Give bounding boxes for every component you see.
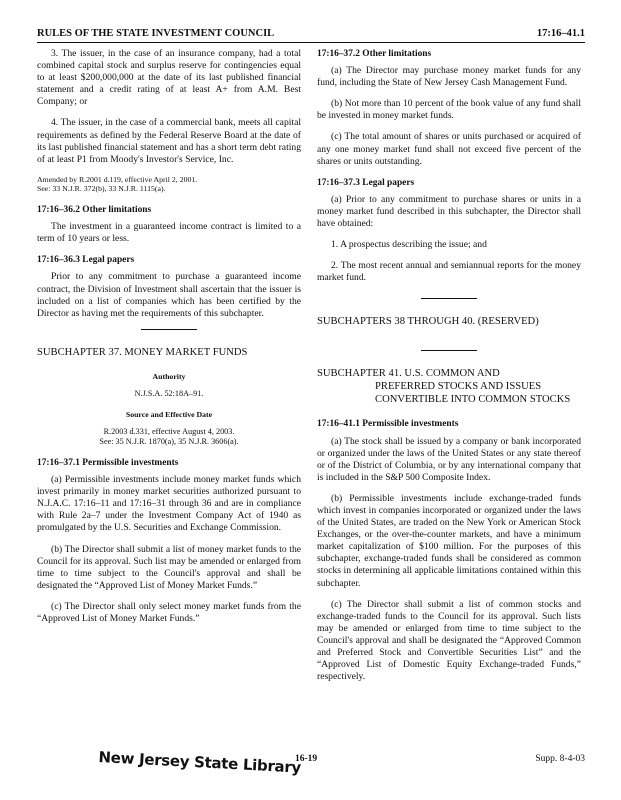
running-header [37, 28, 585, 42]
amendment-line-1: Amended by R.2001 d.119, effective April 2, 2001. [37, 174, 198, 184]
paragraph-item-3: 3. The issuer, in the case of an insurance company, had a total combined capital stock and surplus reserve for contingencies equal to at least $200,000,000 at the date of its last published financial statement and a credit rating of at least A+ from A.M. Best Company; or [37, 48, 301, 108]
section-text-36-3: Prior to any commitment to purchase a guaranteed income contract, the Division of Investment shall ascertain that the issuer is included on a list of companies which has been certified by the Director as having met the requirements of this subchapter. [37, 271, 301, 319]
section-heading-41-1: 17:16–41.1 Permissible investments [317, 419, 459, 430]
header-section-number: 17:16–41.1 [536, 28, 585, 39]
section-37-1-c: (c) The Director shall only select money market funds from the “Approved List of Money Market Funds.” [37, 600, 301, 624]
section-divider [141, 329, 197, 330]
section-37-1-a: (a) Permissible investments include money market funds which invest primarily in money market securities authorized pursuant to N.J.A.C. 17:16–11 and 17:16–31 through 36 and are in compliance with Rule 2a–7 under the Investment Company Act of 1940 as promulgated by the U.S. Securities and Exchange Commission. [37, 474, 301, 534]
section-heading-37-3: 17:16–37.3 Legal papers [317, 177, 415, 188]
subchapter-41-heading [317, 367, 581, 406]
section-37-3-a: (a) Prior to any commitment to purchase shares or units in a money market fund described in this subchapter, the Director shall have obtained: [317, 193, 581, 230]
subchapter-41-line-1: SUBCHAPTER 41. U.S. COMMON AND [317, 368, 500, 380]
header-title: RULES OF THE STATE INVESTMENT COUNCIL [37, 28, 275, 39]
page-footer [37, 748, 585, 778]
supplement-date: Supp. 8-4-03 [535, 754, 585, 764]
section-37-3-item-1: 1. A prospectus describing the issue; and [331, 239, 487, 251]
source-text [37, 427, 301, 447]
section-37-2-a: (a) The Director may purchase money market funds for any fund, including the State of New Jersey Cash Management Fund. [317, 65, 581, 89]
section-heading-36-2: 17:16–36.2 Other limitations [37, 205, 152, 216]
source-heading: Source and Effective Date [125, 409, 213, 419]
page-number: 16-19 [295, 754, 318, 764]
subchapter-37-heading: SUBCHAPTER 37. MONEY MARKET FUNDS [37, 346, 248, 358]
section-41-1-c: (c) The Director shall submit a list of common stocks and exchange-traded funds to the Council for its approval. Such lists may be amended or enlarged from time to time subject to the Council's approval and shall be designated the “Approved Common and Preferred Stock and Convertible Securities List” and the “Approved List of Domestic Equity Exchange-traded Funds,” respectively. [317, 598, 581, 683]
section-text-36-2: The investment in a guaranteed income contract is limited to a term of 10 years or less. [37, 221, 301, 245]
subchapter-41-line-2: PREFERRED STOCKS AND ISSUES [375, 381, 542, 393]
paragraph-item-4: 4. The issuer, in the case of a commercial bank, meets all capital requirements as defined by the Federal Reserve Board at the date of its last published financial statement and has a short term debt rating of at least P1 from Moody's Investor's Service, Inc. [37, 117, 301, 165]
amendment-note [37, 175, 301, 194]
source-line-1: R.2003 d.331, effective August 4, 2003. [103, 426, 235, 436]
section-divider [421, 298, 477, 299]
subchapter-41-line-3: CONVERTIBLE INTO COMMON STOCKS [375, 394, 571, 406]
right-column [317, 48, 581, 692]
left-column [37, 48, 301, 634]
section-41-1-a: (a) The stock shall be issued by a company or bank incorporated or organized under the laws of the United States or any state thereof or of the District of Columbia, or by any international company that is included in the S&P 500 Composite Index. [317, 435, 581, 483]
source-line-2: See: 35 N.J.R. 1870(a), 35 N.J.R. 3606(a). [99, 436, 239, 446]
section-heading-36-3: 17:16–36.3 Legal papers [37, 255, 135, 266]
section-heading-37-2: 17:16–37.2 Other limitations [317, 49, 432, 59]
section-41-1-b: (b) Permissible investments include exchange-traded funds which invest in companies incorporated or organized under the laws of the United States, are traded on the New York or American Stock Exchanges, or the over-the-counter markets, and have a minimum market capitalization of $100 million. For the purposes of this subchapter, exchange-traded funds shall be considered as common stocks in determining all applicable limitations contained within this subchapter. [317, 492, 581, 589]
section-divider [421, 350, 477, 351]
section-heading-37-1: 17:16–37.1 Permissible investments [37, 457, 179, 468]
authority-heading: Authority [152, 371, 186, 381]
subchapters-38-40-heading: SUBCHAPTERS 38 THROUGH 40. (RESERVED) [317, 316, 539, 328]
authority-text: N.J.S.A. 52:18A–91. [134, 388, 204, 398]
section-37-1-b: (b) The Director shall submit a list of money market funds to the Council for its approval. Such list may be amended or enlarged from time to time subject to the Council's approval and shall be designated the “Approved List of Money Market Funds.” [37, 543, 301, 591]
library-logo: New Jersey State Library [98, 748, 302, 777]
section-37-2-b: (b) Not more than 10 percent of the book value of any fund shall be invested in money market funds. [317, 98, 581, 122]
section-37-3-item-2: 2. The most recent annual and semiannual reports for the money market fund. [317, 260, 581, 284]
amendment-line-2: See: 33 N.J.R. 372(b), 33 N.J.R. 1115(a). [37, 184, 166, 194]
section-37-2-c: (c) The total amount of shares or units purchased or acquired of any one money market fund shall not exceed five percent of the shares or units outstanding. [317, 131, 581, 167]
header-rule [37, 42, 585, 43]
